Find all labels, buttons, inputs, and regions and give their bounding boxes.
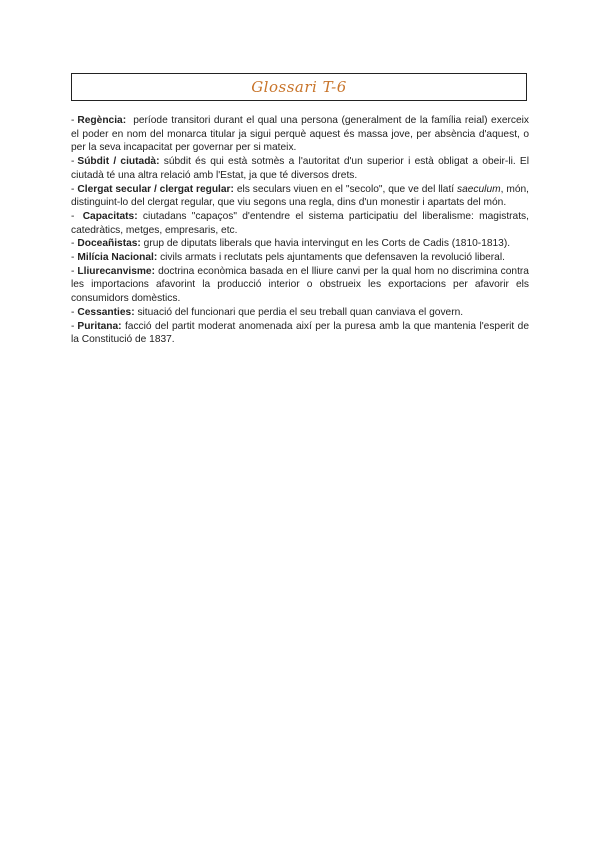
glossary-entry-lliurecanvisme bbox=[71, 265, 529, 306]
glossary-entry-subdit-ciutada bbox=[71, 155, 529, 182]
glossary-definition: ciutadans "capaços" d'entendre el sistema participatiu del liberalisme: magistrats, catedràtics, metges, empresaris, etc. bbox=[71, 210, 529, 236]
latin-word: saeculum bbox=[457, 183, 501, 195]
title-box bbox=[71, 73, 527, 101]
entry-dash: - bbox=[71, 115, 75, 126]
glossary-entry-doceanistas bbox=[71, 237, 529, 251]
glossary-definition: civils armats i reclutats pels ajuntaments que defensaven la revolució liberal. bbox=[160, 252, 505, 264]
entry-dash: - bbox=[71, 306, 75, 318]
glossary-definition-end: , món, distinguint-lo del clergat regular, que viu segons una regla, dins d'un monestir i apartats del món. bbox=[71, 183, 529, 209]
entry-dash: - bbox=[71, 238, 75, 250]
glossary-entry-regencia bbox=[71, 114, 529, 155]
glossary-definition: facció del partit moderat anomenada així per la puresa amb la que mantenia l'esperit de la Constitució de 1837. bbox=[71, 320, 529, 346]
entry-dash: - bbox=[71, 252, 75, 264]
glossary-entry-milicia-nacional bbox=[71, 251, 529, 265]
glossary-entry-puritana bbox=[71, 320, 529, 347]
glossary-definition-start: els seculars viuen en el "secolo", que ve del llatí bbox=[236, 183, 455, 195]
glossary-definition: grup de diputats liberals que havia intervingut en les Corts de Cadis (1810-1813). bbox=[143, 238, 511, 250]
glossary-entry-capacitats bbox=[71, 210, 529, 237]
entry-dash: - bbox=[71, 183, 75, 195]
entry-dash: - bbox=[71, 320, 75, 332]
glossary-definition: període transitori durant el qual una persona (generalment de la família reial) exerceix el poder en nom del monarca titular ja sigui perquè aquest és massa jove, per absència d'aquest, o per la seva incapacitat per governar per si mateix. bbox=[71, 115, 529, 154]
glossary-definition: situació del funcionari que perdia el seu treball quan canviava el govern. bbox=[137, 306, 464, 318]
glossary-term: Capacitats: bbox=[82, 210, 138, 222]
glossary-entry-clergat bbox=[71, 183, 529, 210]
glossary-term: Súbdit / ciutadà: bbox=[77, 156, 160, 168]
glossary-term: Lliurecanvisme: bbox=[77, 265, 155, 277]
page-title: Glossari T-6 bbox=[251, 78, 347, 96]
glossary-term: Puritana: bbox=[77, 320, 122, 332]
entry-dash: - bbox=[71, 210, 75, 222]
glossary-term: Regència: bbox=[77, 115, 127, 126]
glossary-list bbox=[71, 114, 529, 347]
glossary-term: Clergat secular / clergat regular: bbox=[77, 183, 234, 195]
glossary-definition: doctrina econòmica basada en el lliure canvi per la qual hom no discrimina contra les importacions afavorint la producció interior o obstrueix les exportacions per afavorir els consumidors domèstics. bbox=[71, 265, 529, 305]
glossary-term: Milícia Nacional: bbox=[77, 252, 158, 264]
entry-dash: - bbox=[71, 156, 75, 168]
glossary-term: Doceañistas: bbox=[77, 238, 141, 250]
glossary-entry-cessanties bbox=[71, 306, 529, 320]
entry-dash: - bbox=[71, 265, 75, 277]
glossary-term: Cessanties: bbox=[77, 306, 135, 318]
glossary-definition: súbdit és qui està sotmès a l'autoritat d'un superior i està obligat a obeir-li. El ciutadà té una altra relació amb l'Estat, ja que té diversos drets. bbox=[71, 156, 529, 181]
